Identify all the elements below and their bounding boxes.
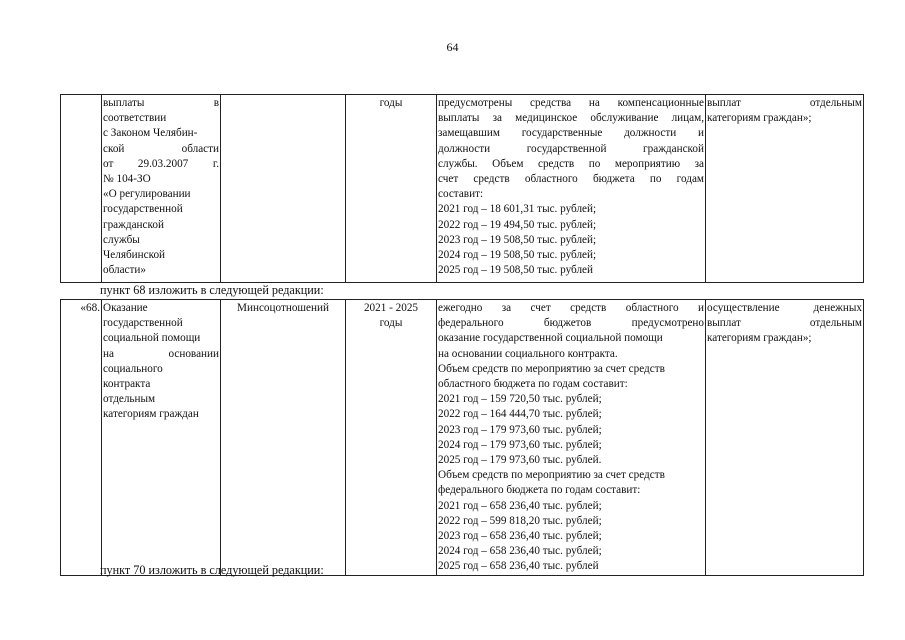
cell-line: оказание государственной социальной помощи [438, 332, 663, 345]
cell-activity [102, 300, 221, 576]
cell-line: замещавшим государственные должности и [438, 127, 704, 140]
cell-period [346, 95, 437, 283]
cell-line: составит: [438, 188, 484, 201]
cell-line: отдельным [103, 393, 156, 406]
cell-number [61, 300, 102, 576]
cell-line: «О регулировании [103, 188, 191, 201]
cell-result [706, 95, 864, 283]
cell-line: 2021 год – 658 236,40 тыс. рублей; [438, 499, 602, 512]
cell-line: федерального бюджетов предусмотрено [438, 317, 704, 330]
cell-line: 2022 год – 164 444,70 тыс. рублей; [438, 408, 602, 421]
cell-line: 2023 год – 658 236,40 тыс. рублей; [438, 530, 602, 543]
cell-line: должности государственной гражданской [438, 142, 704, 155]
cell-line: 2023 год – 179 973,60 тыс. рублей; [438, 423, 602, 436]
cell-line: государственной [103, 203, 183, 216]
cell-line: контракта [103, 378, 151, 391]
cell-line: службы [103, 233, 140, 246]
table-row [61, 95, 864, 283]
cell-funding [437, 300, 706, 576]
cell-line: социального [103, 362, 163, 375]
cell-line: «68. [80, 302, 100, 314]
cell-line: ской области [103, 142, 219, 155]
cell-line: 2022 год – 19 494,50 тыс. рублей; [438, 218, 597, 231]
cell-activity [102, 95, 221, 283]
cell-line: счет средств областного бюджета по годам [438, 173, 704, 186]
cell-line: 2021 год – 159 720,50 тыс. рублей; [438, 393, 602, 406]
cell-line: соответствии [103, 112, 167, 125]
cell-line: от 29.03.2007 г. [103, 157, 219, 170]
cell-line: 2023 год – 19 508,50 тыс. рублей; [438, 233, 597, 246]
cell-funding [437, 95, 706, 283]
cell-line: выплат отдельным [707, 97, 862, 109]
cell-line: 2024 год – 179 973,60 тыс. рублей; [438, 438, 602, 451]
cell-line: выплаты за медицинское обслуживание лицам, [438, 112, 704, 125]
program-table-row-68 [60, 299, 864, 576]
cell-line: на основании [103, 347, 219, 360]
table-row [61, 300, 864, 576]
cell-line: Объем средств по мероприятию за счет средств [438, 469, 665, 482]
cell-line: Оказание [103, 302, 148, 314]
cell-line: федерального бюджета по годам составит: [438, 484, 641, 497]
cell-line: области» [103, 264, 146, 277]
cell-line: Минсоцотношений [237, 302, 329, 314]
cell-line: 2025 год – 658 236,40 тыс. рублей [438, 560, 599, 573]
cell-line: гражданской [103, 218, 164, 231]
cell-line: социальной помощи [103, 332, 201, 345]
cell-executor [221, 95, 346, 283]
cell-line: государственной [103, 317, 183, 330]
amendment-instruction: пункт 70 изложить в следующей редакции: [100, 563, 324, 577]
cell-line: 2024 год – 658 236,40 тыс. рублей; [438, 545, 602, 558]
cell-executor [221, 300, 346, 576]
amendment-instruction: пункт 68 изложить в следующей редакции: [100, 283, 324, 297]
cell-period [346, 300, 437, 576]
cell-line: ежегодно за счет средств областного и [438, 302, 704, 314]
cell-line: областного бюджета по годам составит: [438, 378, 628, 391]
cell-line: службы. Объем средств по мероприятию за [438, 157, 704, 170]
cell-line: 2024 год – 19 508,50 тыс. рублей; [438, 249, 597, 262]
cell-line: 2021 год – 18 601,31 тыс. рублей; [438, 203, 597, 216]
page-number: 64 [446, 40, 459, 54]
cell-line: категориям граждан»; [707, 112, 812, 125]
cell-line: Челябинской [103, 249, 166, 262]
cell-result [706, 300, 864, 576]
cell-line: Объем средств по мероприятию за счет средств [438, 362, 665, 375]
cell-line: 2025 год – 19 508,50 тыс. рублей [438, 264, 593, 277]
cell-line: 2022 год – 599 818,20 тыс. рублей; [438, 514, 602, 527]
cell-line: годы [379, 97, 403, 109]
cell-line: 2025 год – 179 973,60 тыс. рублей. [438, 454, 602, 467]
cell-line: предусмотрены средства на компенсационные [438, 97, 704, 109]
cell-line: категориям граждан [103, 408, 199, 421]
cell-line: выплат отдельным [707, 317, 862, 330]
cell-line: 2021 - 2025 [363, 302, 419, 314]
cell-line: выплаты в [103, 97, 219, 109]
cell-line: осуществление денежных [707, 302, 862, 314]
cell-line: категориям граждан»; [707, 332, 812, 345]
cell-line: № 104-ЗО [103, 173, 151, 186]
cell-line: с Законом Челябин- [103, 127, 198, 140]
program-table-continued [60, 94, 864, 283]
cell-line: годы [379, 317, 403, 330]
cell-number [61, 95, 102, 283]
cell-line: на основании социального контракта. [438, 347, 618, 360]
